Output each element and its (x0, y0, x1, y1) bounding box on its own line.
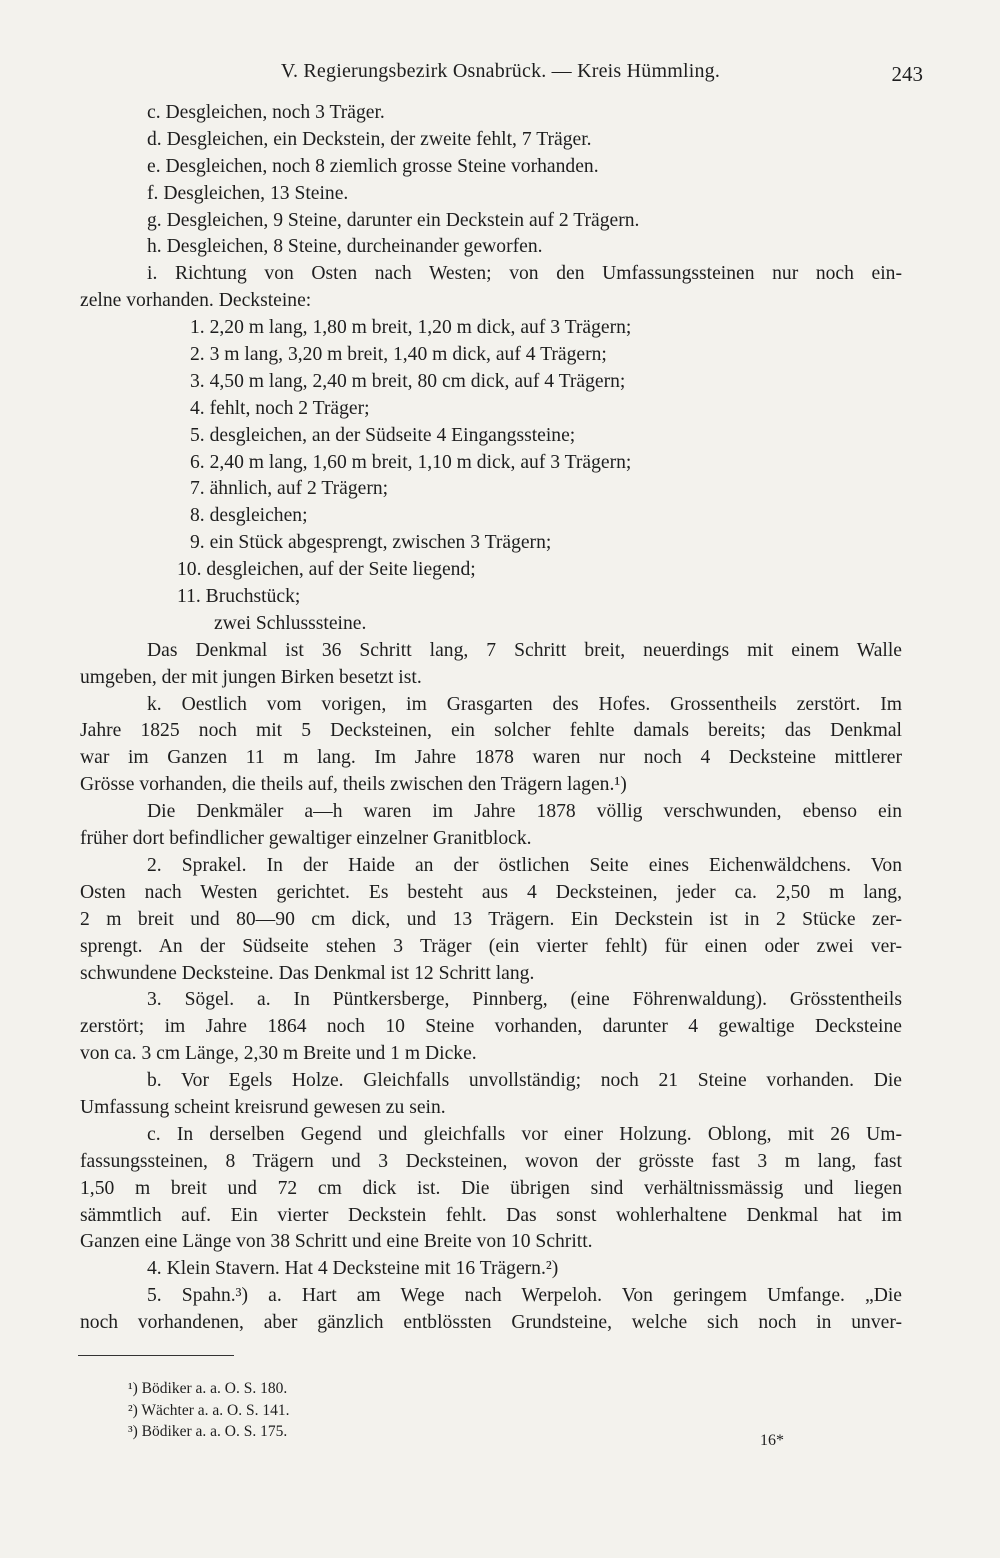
sheet-signature: 16* (760, 1432, 784, 1449)
text-line: 5. Spahn.³) a. Hart am Wege nach Werpeloh. Von geringem Umfange. „Die (147, 1285, 902, 1307)
text-line: 3. Sögel. a. In Püntkersberge, Pinnberg, (eine Föhrenwaldung). Grösstentheils (147, 989, 902, 1011)
text-line: e. Desgleichen, noch 8 ziemlich grosse Steine vorhanden. (147, 155, 599, 177)
running-head (78, 58, 923, 92)
running-head-title: V. Regierungsbezirk Osnabrück. — Kreis Hümmling. (280, 60, 721, 82)
text-line: k. Oestlich vom vorigen, im Grasgarten des Hofes. Grossentheils zerstört. Im (147, 693, 902, 715)
footnote-3: ³) Bödiker a. a. O. S. 175. (128, 1423, 288, 1440)
text-line: umgeben, der mit jungen Birken besetzt ist. (80, 666, 422, 688)
text-line: 10. desgleichen, auf der Seite liegend; (177, 559, 476, 581)
text-line: b. Vor Egels Holze. Gleichfalls unvollständig; noch 21 Steine vorhanden. Die (147, 1070, 902, 1092)
text-line: früher dort befindlicher gewaltiger einzelner Granitblock. (80, 828, 532, 850)
text-line: Die Denkmäler a—h waren im Jahre 1878 völlig verschwunden, ebenso ein (147, 801, 902, 823)
text-line: 11. Bruchstück; (177, 586, 301, 608)
text-line: war im Ganzen 11 m lang. Im Jahre 1878 waren nur noch 4 Decksteine mittlerer (80, 747, 902, 769)
text-line: Umfassung scheint kreisrund gewesen zu sein. (80, 1096, 446, 1118)
text-line: 6. 2,40 m lang, 1,60 m breit, 1,10 m dick, auf 3 Trägern; (190, 451, 632, 473)
text-line: 1. 2,20 m lang, 1,80 m breit, 1,20 m dick, auf 3 Trägern; (190, 317, 632, 339)
text-line: Osten nach Westen gerichtet. Es besteht aus 4 Decksteinen, jeder ca. 2,50 m lang, (80, 881, 902, 903)
text-line: c. In derselben Gegend und gleichfalls vor einer Holzung. Oblong, mit 26 Um- (147, 1123, 902, 1145)
text-line: h. Desgleichen, 8 Steine, durcheinander geworfen. (147, 236, 543, 258)
footnote-2: ²) Wächter a. a. O. S. 141. (128, 1401, 290, 1419)
text-line: 3. 4,50 m lang, 2,40 m breit, 80 cm dick, auf 4 Trägern; (190, 370, 626, 392)
text-line: schwundene Decksteine. Das Denkmal ist 12 Schritt lang. (80, 962, 535, 984)
text-line: 8. desgleichen; (190, 505, 308, 527)
text-line: von ca. 3 cm Länge, 2,30 m Breite und 1 m Dicke. (80, 1043, 477, 1065)
text-line: sämmtlich auf. Ein vierter Deckstein fehlt. Das sonst wohlerhaltene Denkmal hat im (80, 1204, 902, 1226)
text-line: fassungssteinen, 8 Trägern und 3 Decksteinen, wovon der grösste fast 3 m lang, fast (80, 1150, 902, 1172)
footnotes (128, 1378, 289, 1443)
text-line: 5. desgleichen, an der Südseite 4 Eingangssteine; (190, 424, 576, 446)
text-line: 1,50 m breit und 72 cm dick ist. Die übrigen sind verhältnissmässig und liegen (80, 1177, 902, 1199)
text-line: c. Desgleichen, noch 3 Träger. (147, 102, 385, 123)
text-line: d. Desgleichen, ein Deckstein, der zweite fehlt, 7 Träger. (147, 128, 592, 150)
page-number: 243 (891, 62, 923, 86)
text-line: zwei Schlusssteine. (214, 612, 367, 634)
text-line: Jahre 1825 noch mit 5 Decksteinen, ein solcher fehlte damals bereits; das Denkmal (80, 720, 902, 742)
text-line: 2. Sprakel. In der Haide an der östlichen Seite eines Eichenwäldchens. Von (147, 854, 902, 876)
text-line: noch vorhandenen, aber gänzlich entblössten Grundsteine, welche sich noch in unver- (80, 1312, 902, 1334)
body-text (80, 100, 902, 1337)
text-line: 7. ähnlich, auf 2 Trägern; (190, 478, 389, 500)
text-line: 4. fehlt, noch 2 Träger; (190, 397, 370, 419)
text-line: 2 m breit und 80—90 cm dick, und 13 Trägern. Ein Deckstein ist in 2 Stücke zer- (80, 908, 902, 930)
footnote-rule (78, 1355, 234, 1356)
text-line: g. Desgleichen, 9 Steine, darunter ein Deckstein auf 2 Trägern. (147, 209, 640, 231)
text-line: zelne vorhanden. Decksteine: (80, 290, 312, 312)
text-line: Ganzen eine Länge von 38 Schritt und eine Breite von 10 Schritt. (80, 1231, 593, 1253)
footnote-1: ¹) Bödiker a. a. O. S. 180. (128, 1380, 288, 1397)
text-line: Grösse vorhanden, die theils auf, theils zwischen den Trägern lagen.¹) (80, 774, 627, 796)
text-line: Das Denkmal ist 36 Schritt lang, 7 Schritt breit, neuerdings mit einem Walle (147, 639, 902, 661)
text-line: 2. 3 m lang, 3,20 m breit, 1,40 m dick, auf 4 Trägern; (190, 344, 607, 366)
text-line: f. Desgleichen, 13 Steine. (147, 182, 349, 204)
text-line: i. Richtung von Osten nach Westen; von den Umfassungssteinen nur noch ein- (147, 263, 902, 285)
text-line: 4. Klein Stavern. Hat 4 Decksteine mit 16 Trägern.²) (147, 1258, 559, 1280)
text-line: zerstört; im Jahre 1864 noch 10 Steine vorhanden, darunter 4 gewaltige Decksteine (80, 1016, 902, 1038)
text-line: 9. ein Stück abgesprengt, zwischen 3 Trägern; (190, 532, 552, 554)
text-line: sprengt. An der Südseite stehen 3 Träger (ein vierter fehlt) für einen oder zwei ver- (80, 935, 902, 957)
